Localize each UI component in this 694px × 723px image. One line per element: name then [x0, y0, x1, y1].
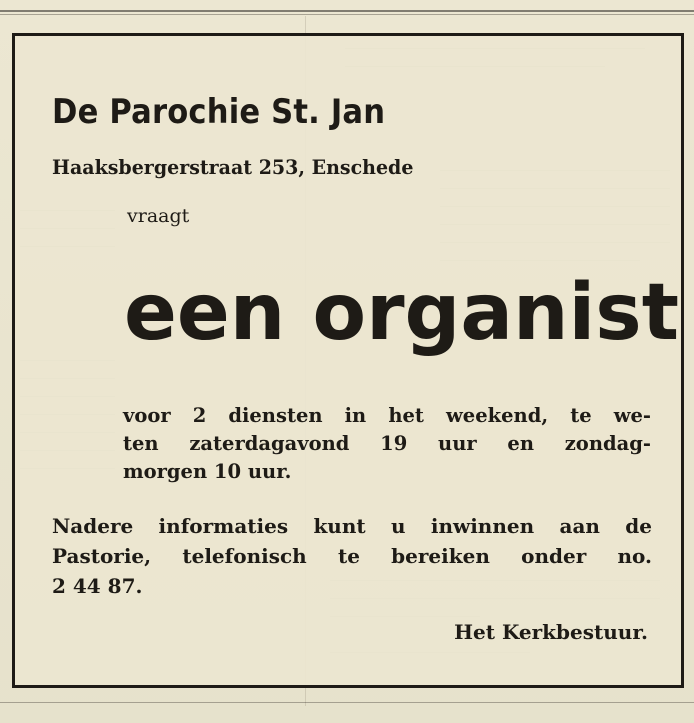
info-line: Nadere informaties kunt u inwinnen aan de [52, 514, 652, 538]
info-paragraph [52, 511, 652, 601]
page-bottom-rule [0, 702, 694, 703]
services-line: morgen 10 uur. [123, 460, 292, 483]
info-line: Pastorie, telefonisch te bereiken onder no. [52, 544, 652, 568]
parish-address: Haaksbergerstraat 253, Enschede [52, 155, 414, 179]
services-line: ten zaterdagavond 19 uur en zondag- [123, 432, 651, 455]
services-paragraph [123, 402, 651, 486]
parish-name: De Parochie St. Jan [52, 92, 386, 132]
signature: Het Kerkbestuur. [454, 620, 648, 644]
info-line: 2 44 87. [52, 574, 143, 598]
headline: een organist [124, 268, 679, 358]
asks-text: vraagt [127, 205, 190, 227]
services-line: voor 2 diensten in het weekend, te we- [123, 404, 651, 427]
